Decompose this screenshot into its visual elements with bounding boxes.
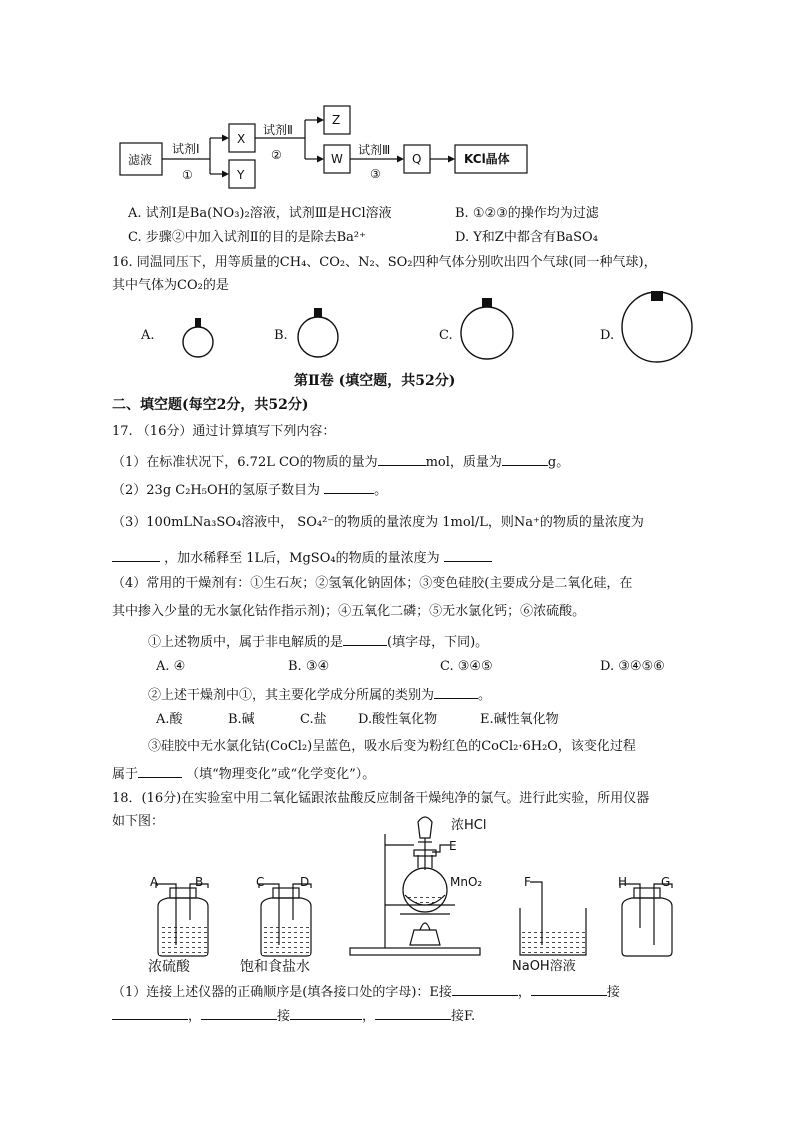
- q17-stem: 17. （16分）通过计算填写下列内容：: [112, 424, 336, 439]
- q17-sub3-text-c: （填“物理变化”或“化学变化”）。: [186, 767, 376, 782]
- q16-option-d: D.: [600, 328, 615, 343]
- q17-part3-line1: （3）100mLNa₃SO₄溶液中， SO₄²⁻的物质的量浓度为 1mol/L，则Na⁺的物质的量浓度为: [112, 515, 644, 530]
- mno2-label: MnO₂: [450, 875, 483, 889]
- port-b-label: B: [195, 875, 204, 889]
- q18-part1-line1: [112, 982, 620, 1002]
- q18-part1-text-b: ，: [517, 985, 531, 1000]
- q16-option-b: B.: [274, 328, 288, 343]
- q18-part1-text-a: （1）连接上述仪器的正确顺序是(填各接口处的字母)：E接: [112, 985, 452, 1000]
- step1-label: ①: [182, 168, 193, 182]
- q15-option-b: B. ①②③的操作均为过滤: [455, 206, 599, 221]
- part2-title: 第Ⅱ卷 (填空题，共52分): [294, 373, 456, 389]
- filtrate-label: 滤液: [128, 153, 153, 167]
- q17-sub3-text-b: 属于: [112, 767, 139, 782]
- port-e-label: E: [449, 839, 457, 853]
- q18-part1-text-c: 接: [606, 985, 620, 1000]
- saturated-brine-caption: 饱和食盐水: [240, 959, 310, 975]
- q18-part1-text-g: 接F.: [451, 1009, 476, 1024]
- port-a-label: A: [150, 875, 159, 889]
- q17-sub1-text-a: ①上述物质中，属于非电解质的是: [148, 635, 344, 650]
- q16-option-c: C.: [439, 328, 453, 343]
- q17-sub2-text-a: ②上述干燥剂中①，其主要化学成分所属的类别为: [148, 688, 435, 703]
- answer-blank[interactable]: [375, 1006, 451, 1020]
- naoh-beaker: [520, 882, 586, 955]
- q17-sub2-option-e: E.碱性氧化物: [480, 712, 559, 727]
- q17-part3-text-b: ，加水稀释至 1L后，MgSO₄的物质的量浓度为: [164, 551, 440, 566]
- q17-part1-text-b: mol，质量为: [425, 455, 502, 470]
- q17-part2-text-b: 。: [374, 483, 388, 498]
- answer-blank[interactable]: [201, 1006, 277, 1020]
- conc-hcl-label: 浓HCl: [451, 818, 487, 833]
- port-h-label: H: [618, 875, 628, 889]
- q-label: Q: [412, 152, 422, 166]
- q15-option-d: D. Y和Z中都含有BaSO₄: [455, 230, 598, 245]
- q17-sub2-option-a: A.酸: [156, 712, 183, 727]
- w-label: W: [331, 152, 343, 166]
- q15-option-a: A. 试剂Ⅰ是Ba(NO₃)₂溶液，试剂Ⅲ是HCl溶液: [128, 206, 392, 221]
- section-heading: 二、填空题(每空2分，共52分): [112, 397, 309, 413]
- x-label: X: [237, 132, 246, 146]
- reagent2-label: 试剂Ⅱ: [263, 123, 293, 137]
- q18-stem-line1: 18．(16分)在实验室中用二氧化锰跟浓盐酸反应制备干燥纯净的氯气。进行此实验，所用仪器: [112, 791, 650, 806]
- q17-part1-text-c: g。: [547, 455, 570, 470]
- q15-option-c: C. 步骤②中加入试剂Ⅱ的目的是除去Ba²⁺: [128, 230, 366, 245]
- conc-sulfuric-acid-caption: 浓硫酸: [148, 959, 190, 975]
- q18-part1-line2: [112, 1006, 475, 1026]
- reagent3-label: 试剂Ⅲ: [358, 143, 391, 157]
- z-label: Z: [332, 113, 341, 127]
- y-label: Y: [237, 168, 245, 182]
- q16-option-a: A.: [141, 328, 155, 343]
- q18-part1-text-d: ，: [188, 1009, 202, 1024]
- q17-sub2-option-c: C.盐: [300, 712, 327, 727]
- answer-blank[interactable]: [531, 982, 607, 996]
- q17-sub1-text-b: (填字母，下同)。: [387, 635, 489, 650]
- q17-sub2-option-b: B.碱: [228, 712, 255, 727]
- q17-part4-line2: 其中掺入少量的无水氯化钴作指示剂)；④五氧化二磷；⑤无水氯化钙；⑥浓硫酸。: [112, 604, 586, 619]
- q17-sub2-text-b: 。: [478, 688, 492, 703]
- q17-part2-text-a: （2）23g C₂H₅OH的氢原子数目为: [112, 483, 320, 498]
- q17-sub1-option-c: C. ③④⑤: [440, 659, 493, 674]
- q16-stem-line1: 16. 同温同压下，用等质量的CH₄、CO₂、N₂、SO₂四种气体分别吹出四个气球(同一种气球)，: [112, 255, 657, 270]
- q16-stem-line2: 其中气体为CO₂的是: [112, 278, 229, 293]
- collecting-bottle: [620, 884, 672, 956]
- q17-sub1-option-a: A. ④: [156, 659, 186, 674]
- port-d-label: D: [300, 875, 310, 889]
- port-g-label: G: [661, 875, 671, 889]
- q17-sub3-line1: ③硅胶中无水氯化钴(CoCl₂)呈蓝色，吸水后变为粉红色的CoCl₂·6H₂O，该变化过程: [148, 739, 636, 754]
- q17-sub1-option-d: D. ③④⑤⑥: [600, 659, 665, 674]
- q18-stem-line2: 如下图：: [112, 814, 165, 829]
- saturated-brine-bottle: [259, 884, 311, 956]
- answer-blank[interactable]: [112, 1006, 188, 1020]
- conc-sulfuric-acid-bottle: [156, 884, 208, 956]
- reagent1-label: 试剂Ⅰ: [172, 142, 200, 156]
- step2-label: ②: [271, 148, 282, 162]
- port-c-label: C: [256, 875, 265, 889]
- q17-part4-line1: （4）常用的干燥剂有：①生石灰；②氢氧化钠固体；③变色硅胶(主要成分是二氧化硅，在: [112, 576, 633, 591]
- q17-sub1-option-b: B. ③④: [288, 659, 330, 674]
- step3-label: ③: [370, 167, 381, 181]
- answer-blank[interactable]: [290, 1006, 362, 1020]
- q17-sub2-option-d: D.酸性氧化物: [358, 712, 438, 727]
- q17-part1-text-a: （1）在标准状况下，6.72L CO的物质的量为: [112, 455, 378, 470]
- q18-part1-text-e: 接: [277, 1009, 291, 1024]
- naoh-caption: NaOH溶液: [512, 959, 576, 974]
- product-label: KCl晶体: [464, 152, 510, 166]
- answer-blank[interactable]: [452, 982, 518, 996]
- port-f-label: F: [524, 875, 531, 889]
- q18-part1-text-f: ，: [362, 1009, 376, 1024]
